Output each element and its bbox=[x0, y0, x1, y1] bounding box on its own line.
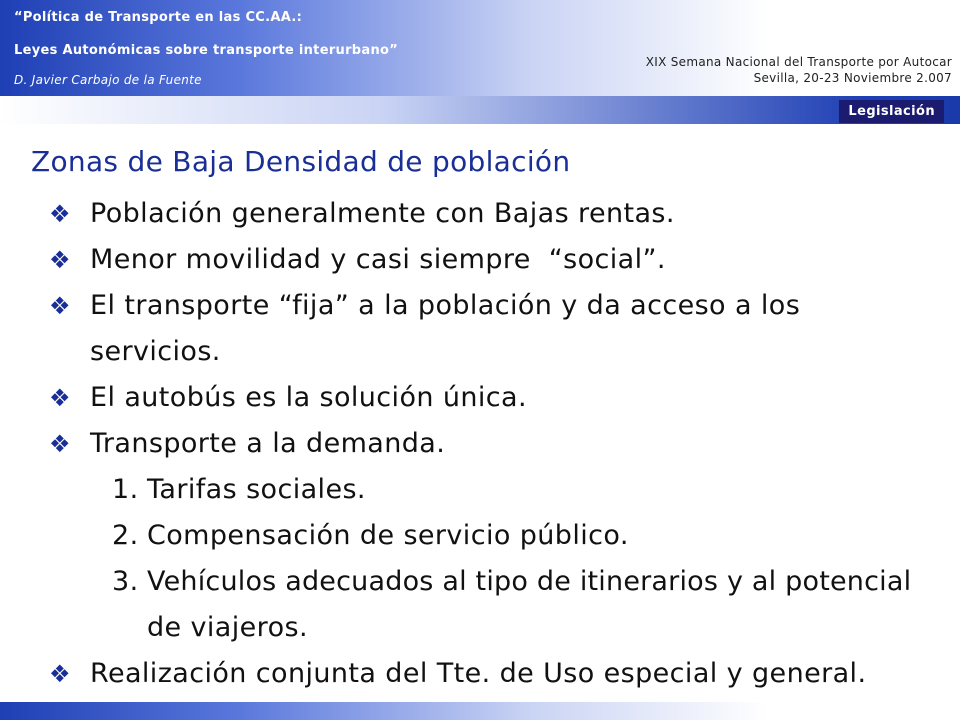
footer-bar bbox=[0, 702, 960, 720]
list-item-text: El transporte “fija” a la población y da acceso a los bbox=[90, 290, 801, 321]
section-tag: Legislación bbox=[839, 100, 944, 123]
list-item-text: servicios. bbox=[90, 336, 221, 367]
diamond-bullet-icon: ❖ bbox=[49, 246, 71, 274]
numbered-item-text: Vehículos adecuados al tipo de itinerarios y al potencial bbox=[147, 566, 912, 597]
event-place-date: Sevilla, 20-23 Noviembre 2.007 bbox=[753, 71, 952, 85]
item-number: 2. bbox=[112, 520, 139, 551]
list-item-text: Población generalmente con Bajas rentas. bbox=[90, 198, 675, 229]
list-item-text: El autobús es la solución única. bbox=[90, 382, 527, 413]
presentation-title-line-1: “Política de Transporte en las CC.AA.: bbox=[14, 10, 303, 25]
diamond-bullet-icon: ❖ bbox=[49, 430, 71, 458]
item-number: 3. bbox=[112, 566, 139, 597]
diamond-bullet-icon: ❖ bbox=[49, 200, 71, 228]
list-item-text: Menor movilidad y casi siempre “social”. bbox=[90, 244, 666, 275]
header-banner bbox=[0, 0, 960, 96]
diamond-bullet-icon: ❖ bbox=[49, 384, 71, 412]
list-item-text: Transporte a la demanda. bbox=[90, 428, 446, 459]
item-number: 1. bbox=[112, 474, 139, 505]
presentation-title-line-2: Leyes Autonómicas sobre transporte interurbano” bbox=[14, 43, 399, 58]
diamond-bullet-icon: ❖ bbox=[49, 292, 71, 320]
slide-title: Zonas de Baja Densidad de población bbox=[31, 145, 571, 178]
section-bar bbox=[0, 96, 960, 124]
numbered-item-text: de viajeros. bbox=[147, 612, 308, 643]
list-item-text: Realización conjunta del Tte. de Uso especial y general. bbox=[90, 658, 867, 689]
numbered-item-text: Compensación de servicio público. bbox=[147, 520, 629, 551]
author-name: D. Javier Carbajo de la Fuente bbox=[14, 73, 202, 87]
diamond-bullet-icon: ❖ bbox=[49, 660, 71, 688]
numbered-item-text: Tarifas sociales. bbox=[147, 474, 366, 505]
event-name: XIX Semana Nacional del Transporte por Autocar bbox=[645, 55, 952, 69]
